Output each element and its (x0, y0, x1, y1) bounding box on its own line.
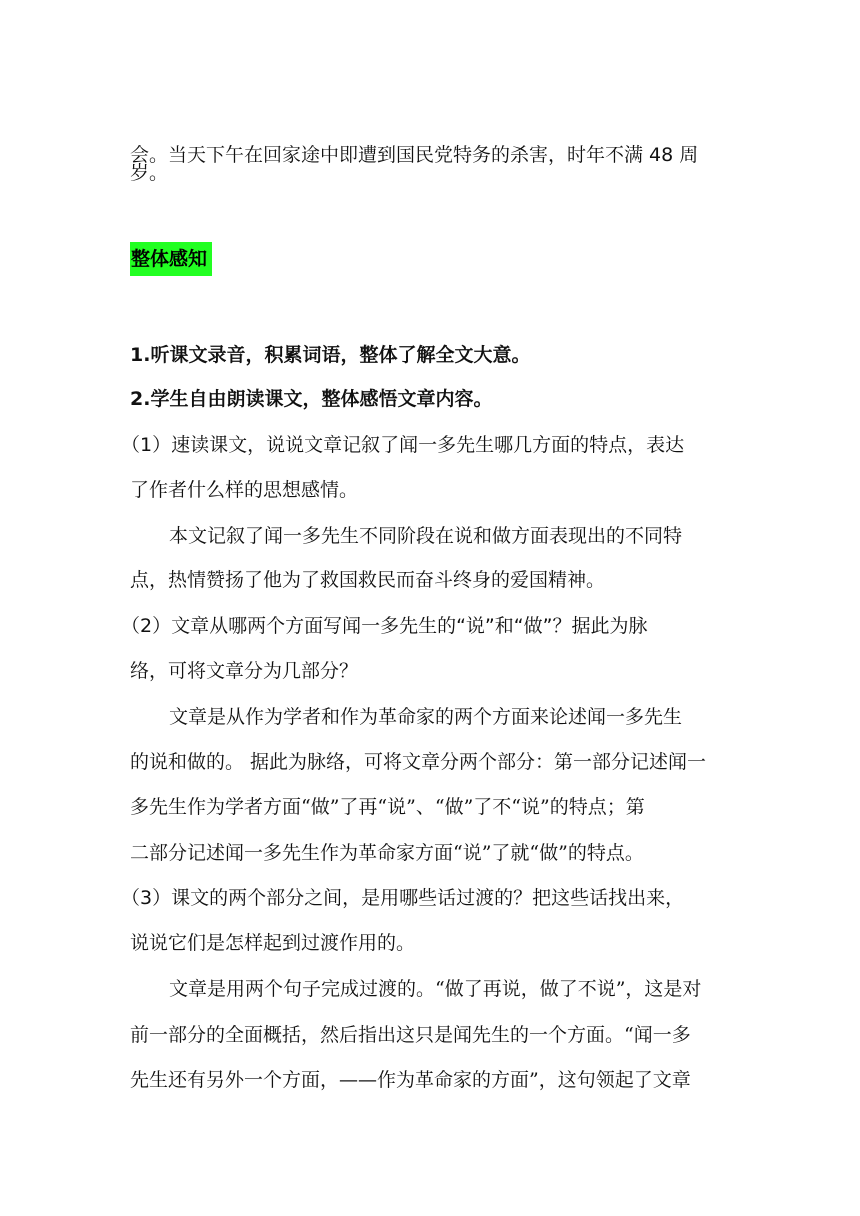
question-line: （1）速读课文，说说文章记叙了闻一多先生哪几方面的特点，表达 (121, 434, 685, 456)
answer-line: 多先生作为学者方面“做”了再“说”、“做”了不“说”的特点；第 (130, 796, 645, 818)
answer-line: 先生还有另外一个方面，——作为革命家的方面”，这句领起了文章 (130, 1069, 691, 1091)
step-item: 2.学生自由朗读课文，整体感悟文章内容。 (130, 388, 493, 410)
question-line: 络，可将文章分为几部分？ (130, 660, 359, 682)
answer-line: 的说和做的。 据此为脉络，可将文章分两个部分：第一部分记述闻一 (130, 751, 707, 773)
paragraph-line: 会。当天下午在回家途中即遭到国民党特务的杀害，时年不满 48 周 (130, 144, 699, 166)
answer-line: 点，热情赞扬了他为了救国救民而奋斗终身的爱国精神。 (130, 569, 606, 591)
question-line: 说说它们是怎样起到过渡作用的。 (130, 932, 416, 954)
question-line: （3）课文的两个部分之间，是用哪些话过渡的？把这些话找出来， (121, 887, 685, 909)
answer-line: 文章是从作为学者和作为革命家的两个方面来论述闻一多先生 (169, 706, 683, 728)
paragraph-line: 岁。 (130, 162, 169, 184)
answer-line: 本文记叙了闻一多先生不同阶段在说和做方面表现出的不同特 (169, 525, 683, 547)
answer-line: 前一部分的全面概括，然后指出这只是闻先生的一个方面。“闻一多 (130, 1024, 691, 1046)
answer-line: 文章是用两个句子完成过渡的。“做了再说，做了不说”，这是对 (169, 978, 702, 1000)
answer-line: 二部分记述闻一多先生作为革命家方面“说”了就“做”的特点。 (130, 842, 644, 864)
section-heading: 整体感知 (131, 248, 208, 270)
step-item: 1.听课文录音，积累词语，整体了解全文大意。 (130, 344, 531, 366)
question-line: 了作者什么样的思想感情。 (130, 479, 359, 501)
question-line: （2）文章从哪两个方面写闻一多先生的“说”和“做”？据此为脉 (121, 615, 648, 637)
